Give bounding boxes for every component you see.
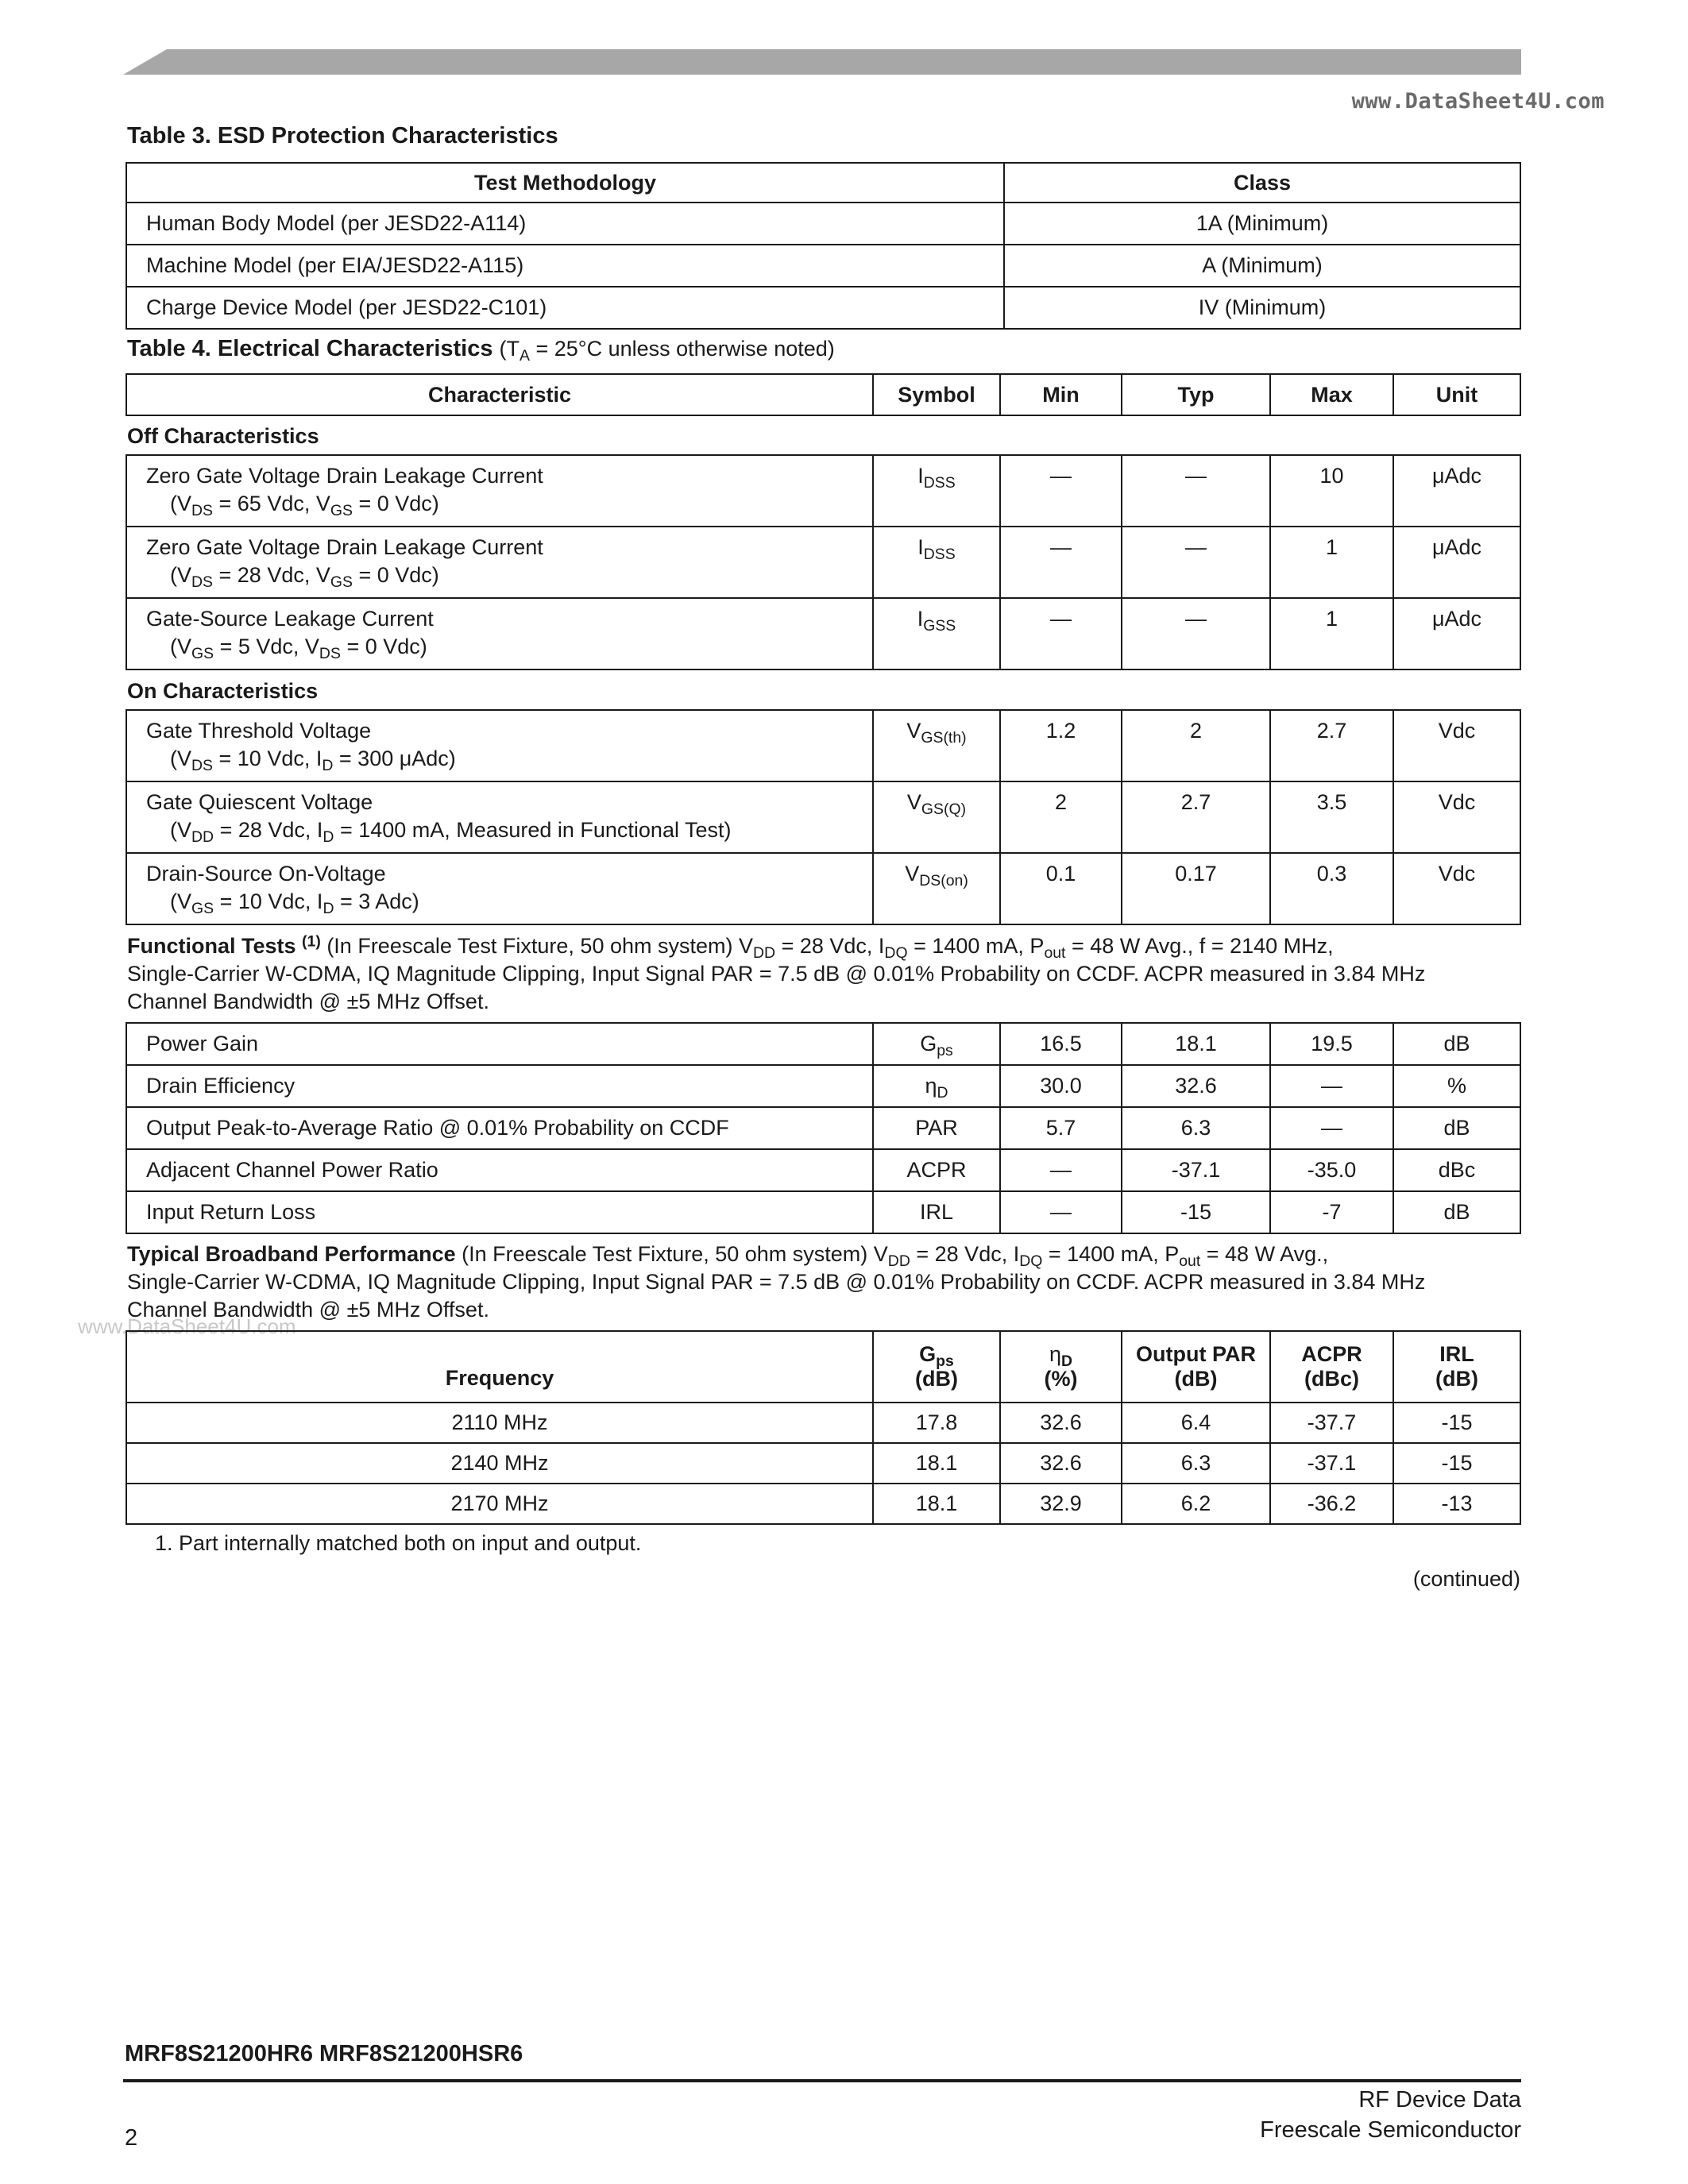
part-number: MRF8S21200HR6 MRF8S21200HSR6 [125, 2041, 523, 2066]
typ-cell: 6.3 [1122, 1107, 1270, 1149]
min-cell: — [1000, 1191, 1122, 1233]
gps-cell: 18.1 [873, 1484, 1000, 1524]
footer-rf-device-data: RF Device Data [1358, 2087, 1521, 2113]
max-cell: 0.3 [1270, 853, 1393, 924]
acpr-cell: -37.7 [1270, 1403, 1393, 1443]
characteristic-cell: Gate-Source Leakage Current ($V_{GS} = 5$ Vdc, $V_{DS} = 0$ Vdc) [126, 598, 873, 669]
frequency-cell: 2140 MHz [126, 1443, 873, 1484]
characteristic-cell: Gate Quiescent Voltage ($V_{DD} = 28$ Vdc, $I_D = 1400$ mA, Measured in Functional Test) [126, 781, 873, 853]
symbol-cell: $V_{GS(th)}$ [873, 710, 1000, 781]
page-number: 2 [125, 2125, 138, 2151]
symbol-cell: ACPR [873, 1149, 1000, 1191]
characteristic-cell: Power Gain [126, 1023, 873, 1065]
footer-company: Freescale Semiconductor [1260, 2117, 1521, 2143]
col-header-output-par: Output PAR (dB) [1122, 1331, 1270, 1403]
broadband-label: Typical Broadband Performance [127, 1242, 456, 1266]
max-cell: -7 [1270, 1191, 1393, 1233]
characteristic-cell: Gate Threshold Voltage ($V_{DS} = 10$ Vdc, $I_D = 300$ μAdc) [126, 710, 873, 781]
table-row [126, 853, 1520, 924]
min-cell: 0.1 [1000, 853, 1122, 924]
typ-cell: — [1122, 455, 1270, 527]
symbol-cell: $V_{GS(Q)}$ [873, 781, 1000, 853]
irl-cell: -15 [1393, 1403, 1520, 1443]
unit-cell: Vdc [1393, 781, 1520, 853]
functional-tests-line1: Functional Tests $^{(1)}$ (In Freescale Test Fixture, 50 ohm system) $V_{DD} = 28$ Vdc, $I_{DQ} = 1400$ mA, $P_{out} = 48$ W Avg., f = 2140 MHz, [127, 932, 1334, 962]
max-cell: — [1270, 1107, 1393, 1149]
characteristic-cell: Drain Efficiency [126, 1065, 873, 1107]
col-header-symbol: Symbol [873, 374, 1000, 415]
efficiency-cell: 32.6 [1000, 1443, 1122, 1484]
symbol-cell: $\eta_D$ [873, 1065, 1000, 1107]
min-cell: — [1000, 455, 1122, 527]
symbol-cell: $V_{DS(on)}$ [873, 853, 1000, 924]
on-characteristics-label: On Characteristics [127, 679, 319, 703]
table-cell: Charge Device Model (per JESD22-C101) [126, 287, 1004, 329]
watermark-top: www.DataSheet4U.com [1351, 89, 1605, 114]
unit-cell: Vdc [1393, 853, 1520, 924]
max-cell: 2.7 [1270, 710, 1393, 781]
col-header-gps: $G_{ps}$ (dB) [873, 1331, 1000, 1403]
table-row [126, 598, 1520, 669]
broadband-line1: Typical Broadband Performance (In Freescale Test Fixture, 50 ohm system) $V_{DD} = 28$ Vdc, $I_{DQ} = 1400$ mA, $P_{out} = 48$ W Avg., [127, 1242, 1329, 1270]
max-cell: -35.0 [1270, 1149, 1393, 1191]
functional-tests-line2: Single-Carrier W-CDMA, IQ Magnitude Clipping, Input Signal PAR = 7.5 dB @ 0.01% Probability on CCDF. ACPR measured in 3.84 MHz [127, 962, 1426, 986]
min-cell: 30.0 [1000, 1065, 1122, 1107]
characteristic-cell: Zero Gate Voltage Drain Leakage Current ($V_{DS} = 28$ Vdc, $V_{GS} = 0$ Vdc) [126, 527, 873, 598]
table4-title-note: ($T_A = 25^\circ C$ unless otherwise noted) [499, 337, 835, 365]
col-header-unit: Unit [1393, 374, 1520, 415]
unit-cell: μAdc [1393, 455, 1520, 527]
esd-table [126, 162, 1521, 330]
col-header-typ: Typ [1122, 374, 1270, 415]
off-characteristics-table [126, 454, 1521, 670]
unit-cell: dBc [1393, 1149, 1520, 1191]
characteristic-cell: Input Return Loss [126, 1191, 873, 1233]
typ-cell: — [1122, 598, 1270, 669]
acpr-cell: -36.2 [1270, 1484, 1393, 1524]
typ-cell: -15 [1122, 1191, 1270, 1233]
unit-cell: % [1393, 1065, 1520, 1107]
electrical-table-header [126, 373, 1521, 416]
table-row [126, 1065, 1520, 1107]
col-header-irl: IRL (dB) [1393, 1331, 1520, 1403]
min-cell: 1.2 [1000, 710, 1122, 781]
symbol-cell: IRL [873, 1191, 1000, 1233]
symbol-cell: $I_{DSS}$ [873, 455, 1000, 527]
max-cell: 10 [1270, 455, 1393, 527]
table3-title: Table 3. ESD Protection Characteristics [127, 123, 558, 149]
header-banner [123, 49, 1521, 75]
table-row [126, 781, 1520, 853]
functional-tests-label: Functional Tests [127, 934, 296, 958]
efficiency-cell: 32.9 [1000, 1484, 1122, 1524]
table-cell: 1A (Minimum) [1004, 203, 1520, 245]
max-cell: 1 [1270, 598, 1393, 669]
unit-cell: μAdc [1393, 598, 1520, 669]
characteristic-cell: Zero Gate Voltage Drain Leakage Current ($V_{DS} = 65$ Vdc, $V_{GS} = 0$ Vdc) [126, 455, 873, 527]
typ-cell: 0.17 [1122, 853, 1270, 924]
min-cell: 2 [1000, 781, 1122, 853]
table-row [126, 1191, 1520, 1233]
frequency-cell: 2170 MHz [126, 1484, 873, 1524]
col-header-class: Class [1004, 163, 1520, 203]
table-row [126, 1023, 1520, 1065]
table-row [126, 455, 1520, 527]
min-cell: — [1000, 1149, 1122, 1191]
frequency-cell: 2110 MHz [126, 1403, 873, 1443]
table-row [126, 1443, 1520, 1484]
max-cell: 3.5 [1270, 781, 1393, 853]
broadband-table [126, 1330, 1521, 1525]
typ-cell: 18.1 [1122, 1023, 1270, 1065]
unit-cell: Vdc [1393, 710, 1520, 781]
efficiency-cell: 32.6 [1000, 1403, 1122, 1443]
symbol-cell: $G_{ps}$ [873, 1023, 1000, 1065]
off-characteristics-label: Off Characteristics [127, 424, 319, 448]
max-cell: 1 [1270, 527, 1393, 598]
irl-cell: -15 [1393, 1443, 1520, 1484]
typ-cell: 2 [1122, 710, 1270, 781]
watermark-mid: www.DataSheet4U.com [78, 1314, 296, 1338]
table-cell: Machine Model (per EIA/JESD22-A115) [126, 245, 1004, 287]
par-cell: 6.3 [1122, 1443, 1270, 1484]
table4-title [127, 336, 835, 365]
col-header-min: Min [1000, 374, 1122, 415]
typ-cell: — [1122, 527, 1270, 598]
footnote-1: 1. Part internally matched both on input and output. [155, 1531, 642, 1555]
unit-cell: dB [1393, 1191, 1520, 1233]
functional-tests-line3: Channel Bandwidth @ ±5 MHz Offset. [127, 990, 489, 1013]
typ-cell: 32.6 [1122, 1065, 1270, 1107]
typ-cell: 2.7 [1122, 781, 1270, 853]
acpr-cell: -37.1 [1270, 1443, 1393, 1484]
unit-cell: μAdc [1393, 527, 1520, 598]
table-cell: Human Body Model (per JESD22-A114) [126, 203, 1004, 245]
table-cell: IV (Minimum) [1004, 287, 1520, 329]
characteristic-cell: Adjacent Channel Power Ratio [126, 1149, 873, 1191]
par-cell: 6.4 [1122, 1403, 1270, 1443]
table4-title-text: Table 4. Electrical Characteristics [127, 336, 493, 361]
col-header-acpr: ACPR (dBc) [1270, 1331, 1393, 1403]
broadband-line3: Channel Bandwidth @ ±5 MHz Offset. [127, 1298, 489, 1322]
table-row [126, 1484, 1520, 1524]
min-cell: 5.7 [1000, 1107, 1122, 1149]
on-characteristics-table [126, 709, 1521, 925]
par-cell: 6.2 [1122, 1484, 1270, 1524]
table-row [126, 710, 1520, 781]
col-header-test-methodology: Test Methodology [126, 163, 1004, 203]
max-cell: — [1270, 1065, 1393, 1107]
gps-cell: 18.1 [873, 1443, 1000, 1484]
max-cell: 19.5 [1270, 1023, 1393, 1065]
min-cell: 16.5 [1000, 1023, 1122, 1065]
characteristic-cell: Output Peak-to-Average Ratio @ 0.01% Probability on CCDF [126, 1107, 873, 1149]
table-row [126, 527, 1520, 598]
table-row [126, 1403, 1520, 1443]
symbol-cell: PAR [873, 1107, 1000, 1149]
unit-cell: dB [1393, 1023, 1520, 1065]
table-cell: A (Minimum) [1004, 245, 1520, 287]
functional-tests-table [126, 1022, 1521, 1234]
col-header-frequency: Frequency [126, 1331, 873, 1403]
gps-cell: 17.8 [873, 1403, 1000, 1443]
col-header-max: Max [1270, 374, 1393, 415]
min-cell: — [1000, 598, 1122, 669]
table-row [126, 1107, 1520, 1149]
min-cell: — [1000, 527, 1122, 598]
typ-cell: -37.1 [1122, 1149, 1270, 1191]
symbol-cell: $I_{GSS}$ [873, 598, 1000, 669]
footer-divider [123, 2079, 1521, 2082]
characteristic-cell: Drain-Source On-Voltage ($V_{GS} = 10$ Vdc, $I_D = 3$ Adc) [126, 853, 873, 924]
col-header-efficiency: $\eta_D$ (%) [1000, 1331, 1122, 1403]
continued-note: (continued) [1412, 1567, 1520, 1591]
table-row [126, 1149, 1520, 1191]
footnote-mark: (1) [302, 932, 321, 951]
unit-cell: dB [1393, 1107, 1520, 1149]
col-header-characteristic: Characteristic [126, 374, 873, 415]
symbol-cell: $I_{DSS}$ [873, 527, 1000, 598]
irl-cell: -13 [1393, 1484, 1520, 1524]
broadband-line2: Single-Carrier W-CDMA, IQ Magnitude Clipping, Input Signal PAR = 7.5 dB @ 0.01% Probability on CCDF. ACPR measured in 3.84 MHz [127, 1270, 1426, 1294]
